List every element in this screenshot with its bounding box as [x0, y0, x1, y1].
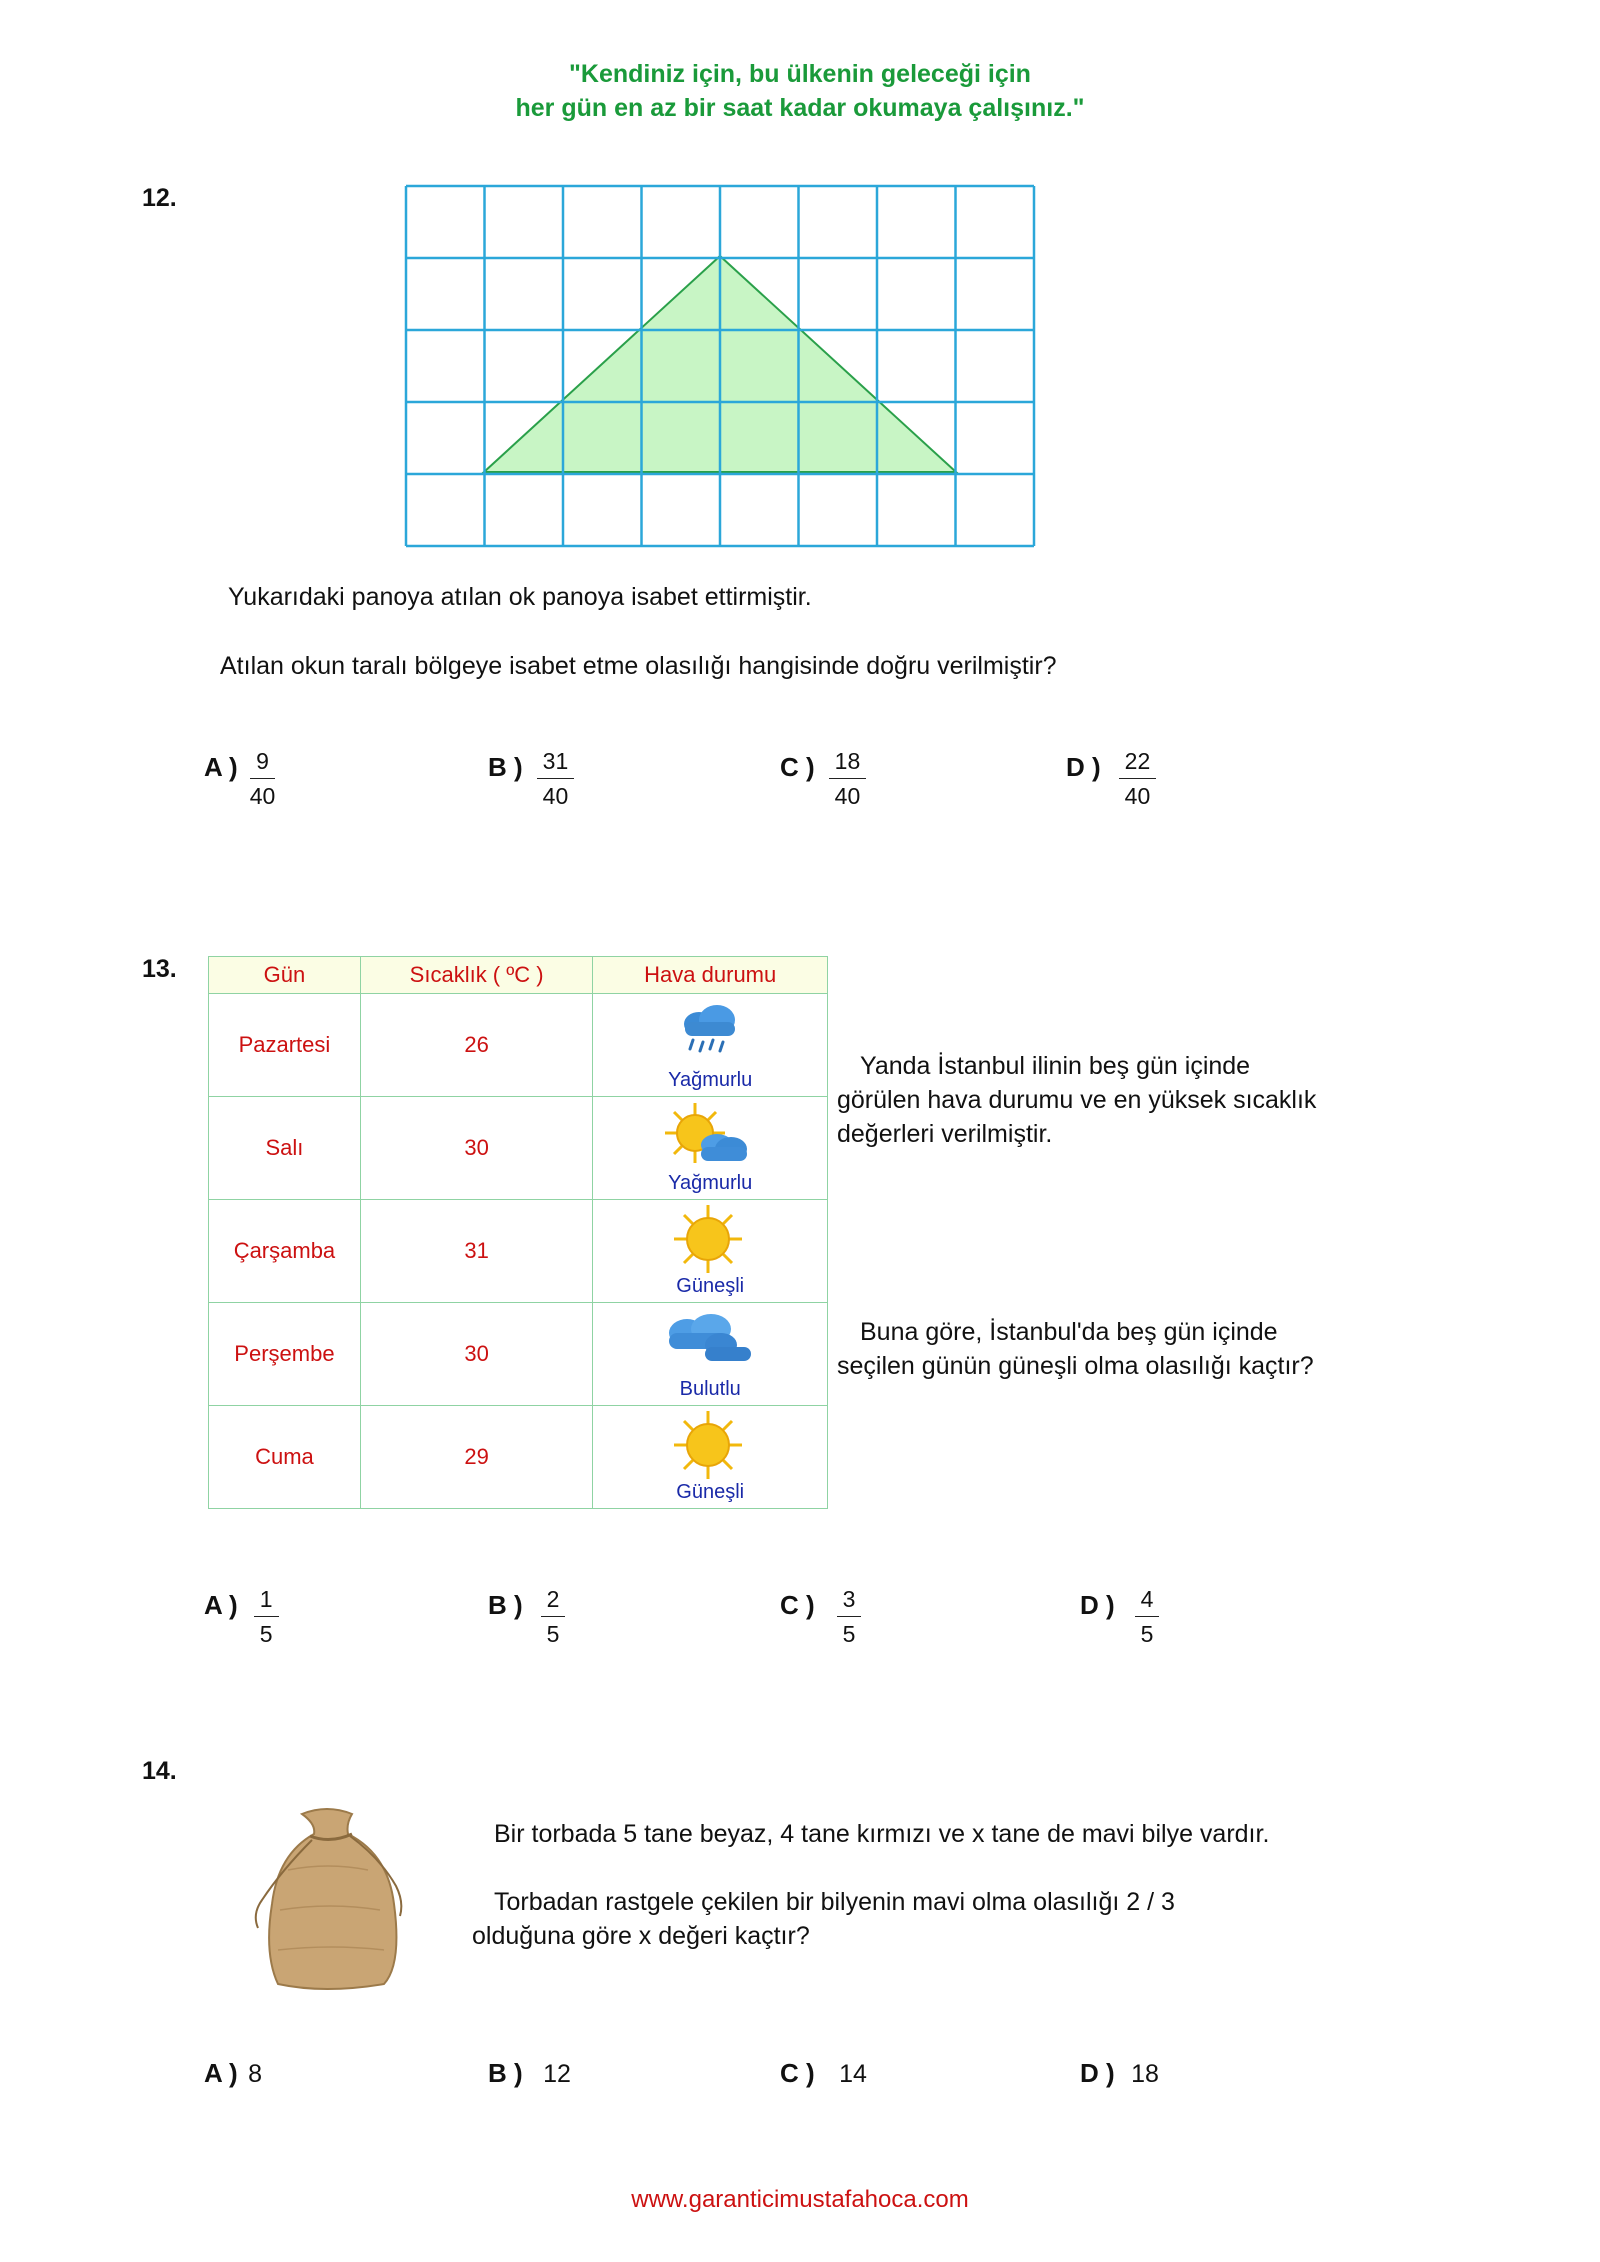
weather-label: Yağmurlu	[668, 1069, 753, 1091]
q13-option-d[interactable]: D ) $\frac{4}{5}$	[1080, 1590, 1159, 1646]
quote-line-2: her gün en az bir saat kadar okumaya çalışınız."	[515, 94, 1085, 122]
weather-cell	[593, 1303, 828, 1406]
day-cell: Perşembe	[209, 1303, 361, 1406]
q14-option-c[interactable]: C ) 14	[780, 2058, 867, 2088]
question-12-text-2: Atılan okun taralı bölgeye isabet etme olasılığı hangisinde doğru verilmiştir?	[220, 652, 1057, 680]
quote-line-1: "Kendiniz için, bu ülkenin geleceği için	[569, 60, 1031, 88]
weather-cell	[593, 1097, 828, 1200]
question-13-side-text-1c: değerleri verilmiştir.	[837, 1120, 1053, 1148]
sun-icon	[669, 1410, 747, 1480]
q12-option-b[interactable]: B ) $\frac{31}{40}$	[488, 752, 574, 808]
day-cell: Cuma	[209, 1406, 361, 1509]
fraction: $\frac{18}{40}$	[829, 750, 867, 808]
temp-cell: 31	[360, 1200, 593, 1303]
table-row	[209, 1200, 828, 1303]
question-14-number: 14.	[142, 1757, 177, 1785]
fraction: $\frac{2}{5}$	[541, 1588, 566, 1646]
question-13-side-text-2a: Buna göre, İstanbul'da beş gün içinde	[860, 1318, 1278, 1346]
question-13-side-text-1b: görülen hava durumu ve en yüksek sıcaklık	[837, 1086, 1317, 1114]
fraction: $\frac{31}{40}$	[537, 750, 575, 808]
q12-option-a[interactable]: A ) $\frac{9}{40}$	[204, 748, 276, 809]
temp-cell: 26	[360, 994, 593, 1097]
weather-table	[208, 956, 828, 1509]
weather-cell	[593, 1406, 828, 1509]
temp-cell: 30	[360, 1097, 593, 1200]
question-12-text-1: Yukarıdaki panoya atılan ok panoya isabet ettirmiştir.	[228, 583, 812, 611]
q13-option-b[interactable]: B ) $\frac{2}{5}$	[488, 1590, 565, 1646]
header-day: Gün	[209, 957, 361, 994]
weather-cell	[593, 994, 828, 1097]
question-12-number: 12.	[142, 184, 177, 212]
weather-label: Bulutlu	[679, 1378, 741, 1400]
day-cell: Pazartesi	[209, 994, 361, 1097]
question-14-text-2a: Torbadan rastgele çekilen bir bilyenin mavi olma olasılığı 2 / 3	[494, 1888, 1175, 1916]
question-13-side-text-1a: Yanda İstanbul ilinin beş gün içinde	[860, 1052, 1251, 1080]
cloud-icon	[661, 1311, 753, 1367]
sun-behind-cloud-icon	[659, 1101, 751, 1171]
q12-option-c[interactable]: C ) $\frac{18}{40}$	[780, 752, 866, 808]
fraction: $\frac{22}{40}$	[1119, 750, 1157, 808]
question-13-side-text-2b: seçilen günün güneşli olma olasılığı kaçtır?	[837, 1352, 1314, 1380]
weather-label: Güneşli	[676, 1275, 745, 1297]
q13-option-a[interactable]: A ) $\frac{1}{5}$	[204, 1590, 279, 1646]
footer-website-link[interactable]: www.garanticimustafahoca.com	[631, 2186, 969, 2213]
question-14-text-1: Bir torbada 5 tane beyaz, 4 tane kırmızı ve x tane de mavi bilye vardır.	[494, 1820, 1270, 1848]
temp-cell: 29	[360, 1406, 593, 1509]
fraction: $\frac{4}{5}$	[1135, 1588, 1160, 1646]
table-row	[209, 1097, 828, 1200]
temp-cell: 30	[360, 1303, 593, 1406]
question-14-text-2b: olduğuna göre x değeri kaçtır?	[472, 1922, 810, 1950]
table-row	[209, 994, 828, 1097]
weather-cell	[593, 1200, 828, 1303]
day-cell: Çarşamba	[209, 1200, 361, 1303]
table-header-row	[209, 957, 828, 994]
sun-icon	[669, 1204, 747, 1274]
day-cell: Salı	[209, 1097, 361, 1200]
target-board-grid	[404, 184, 1038, 548]
q14-option-d[interactable]: D ) 18	[1080, 2058, 1159, 2088]
q12-option-d[interactable]: D ) $\frac{22}{40}$	[1066, 752, 1156, 808]
q13-option-c[interactable]: C ) $\frac{3}{5}$	[780, 1590, 861, 1646]
fraction: $\frac{9}{40}$	[249, 748, 276, 809]
table-row	[209, 1406, 828, 1509]
header-weather: Hava durumu	[593, 957, 828, 994]
table-row	[209, 1303, 828, 1406]
q14-option-b[interactable]: B ) 12	[488, 2058, 571, 2088]
burlap-bag-image	[232, 1800, 422, 1990]
q14-option-a[interactable]: A ) 8	[204, 2058, 263, 2088]
weather-label: Yağmurlu	[668, 1172, 753, 1194]
fraction: $\frac{3}{5}$	[837, 1588, 862, 1646]
question-13-number: 13.	[142, 955, 177, 983]
fraction: $\frac{1}{5}$	[254, 1588, 279, 1646]
rain-cloud-icon	[675, 1002, 745, 1060]
weather-label: Güneşli	[676, 1481, 745, 1503]
header-temperature: Sıcaklık ( ºC )	[360, 957, 593, 994]
